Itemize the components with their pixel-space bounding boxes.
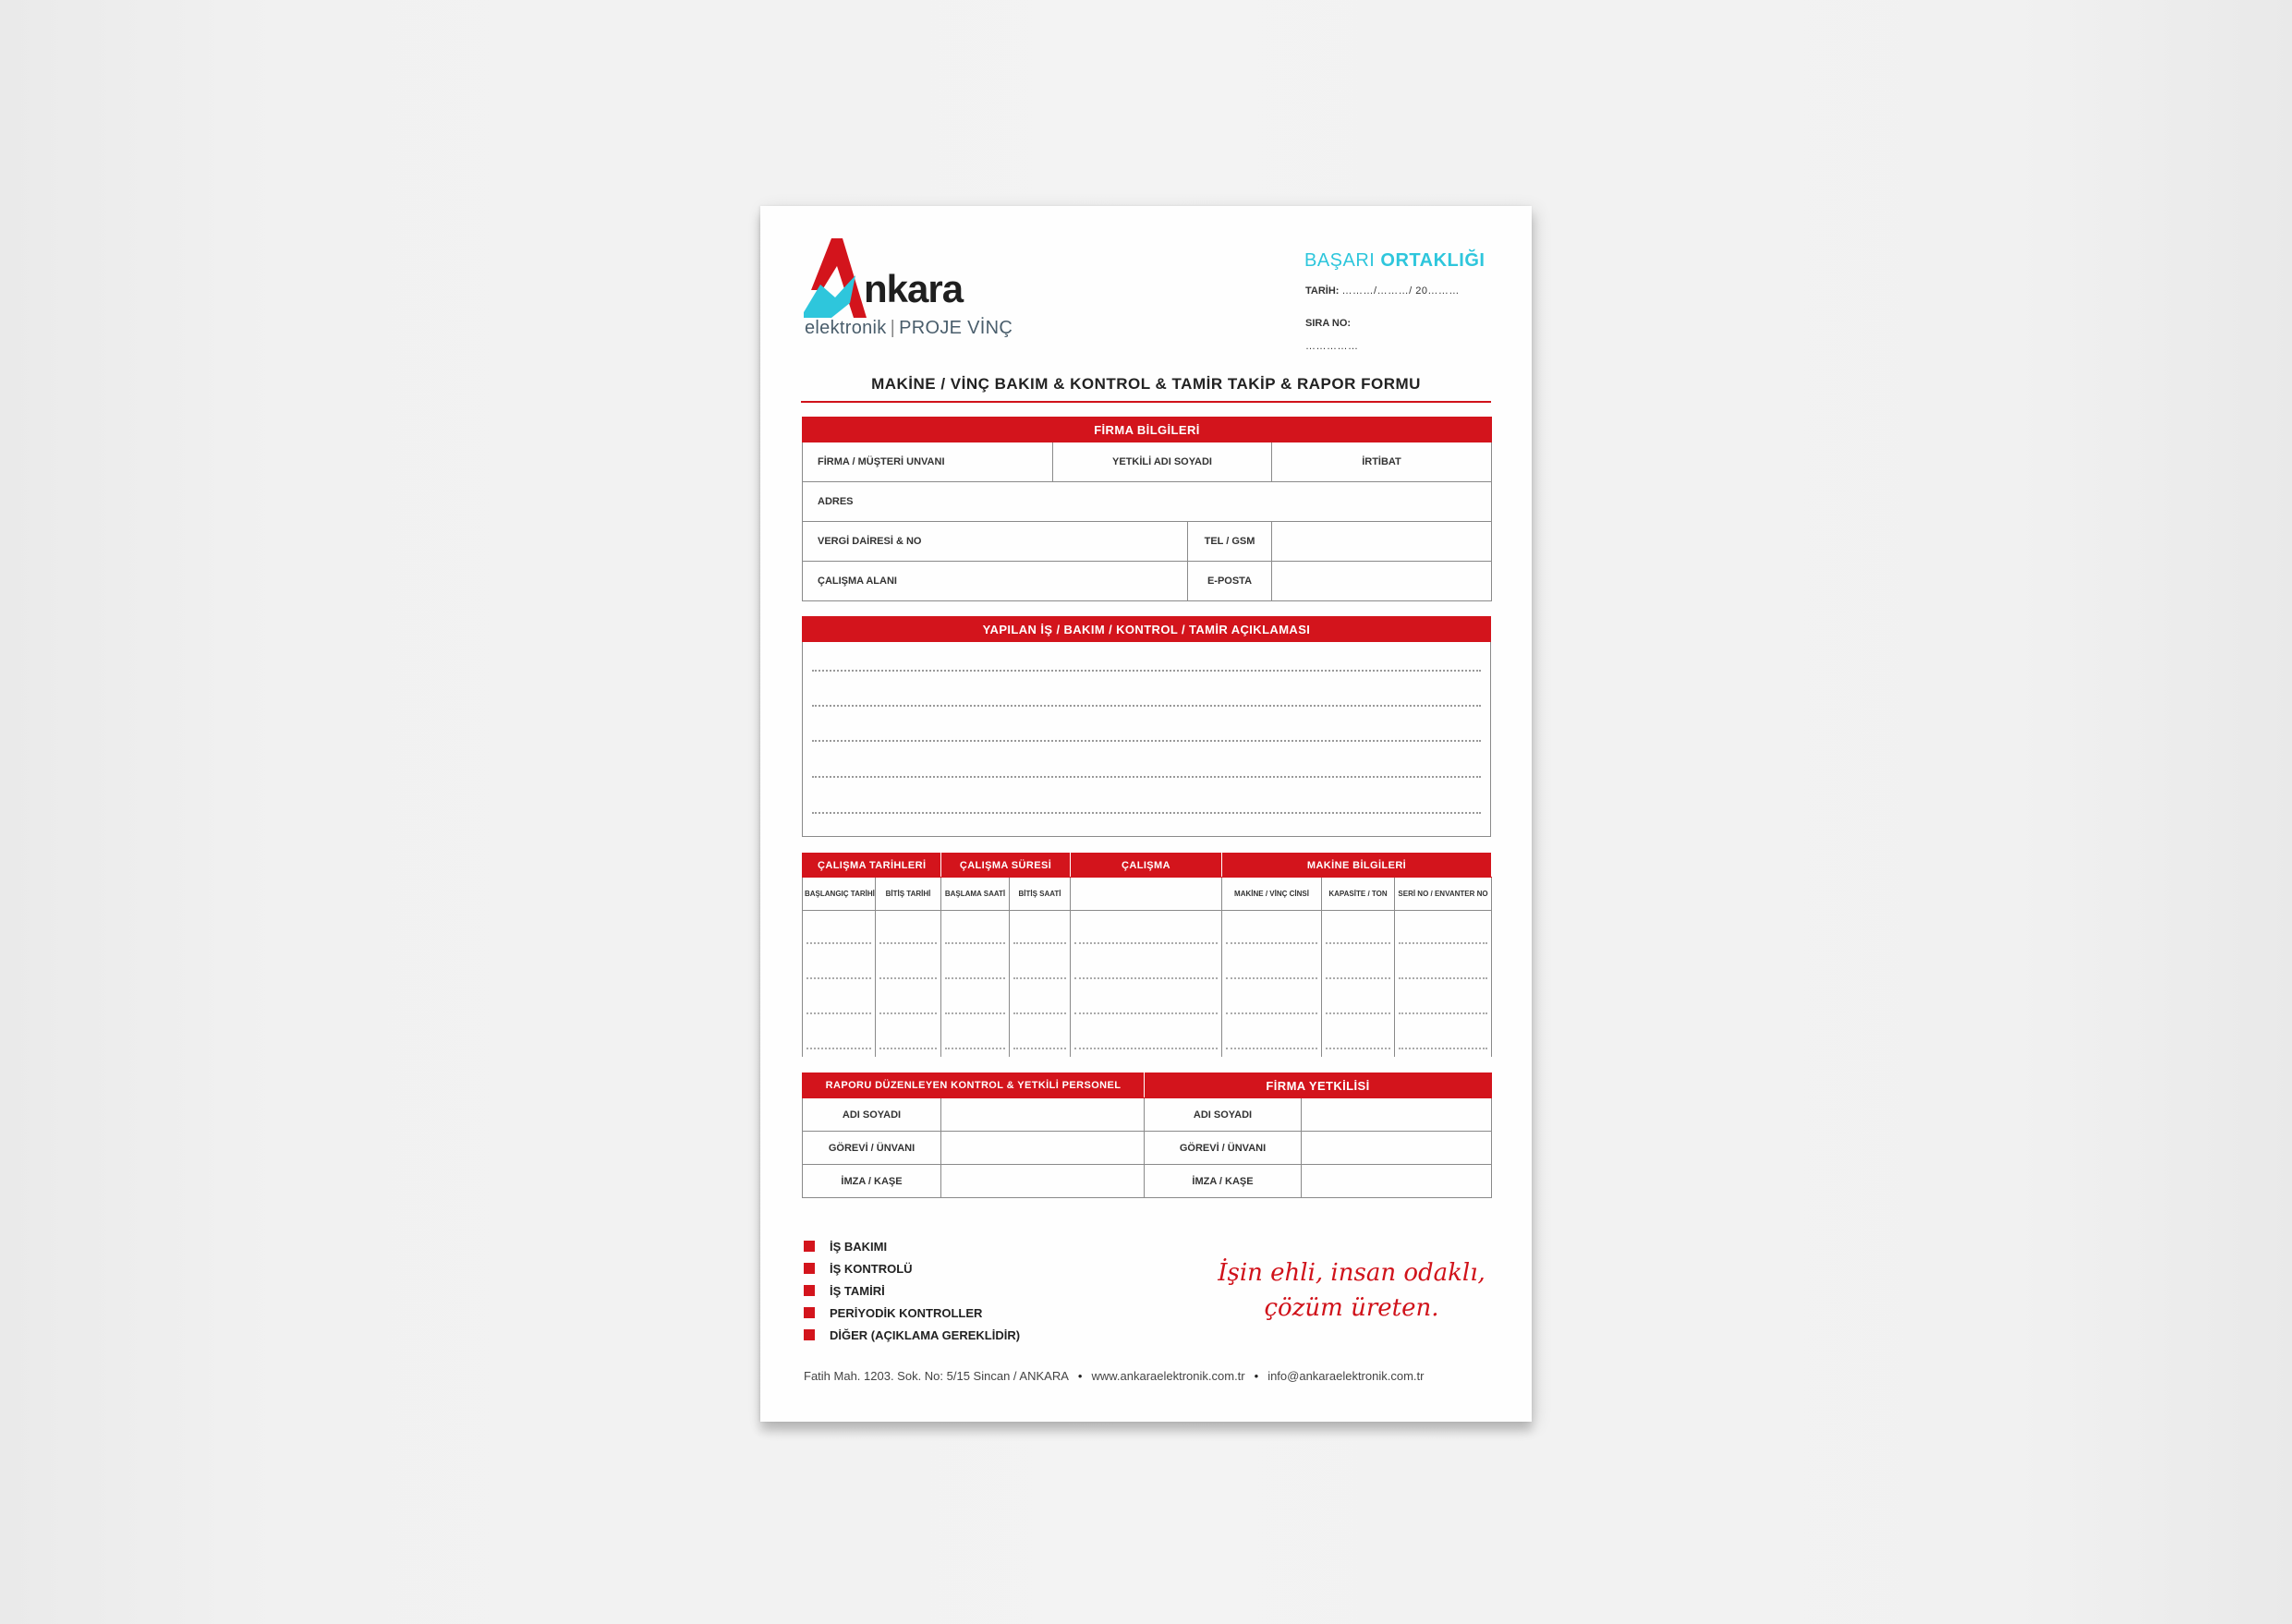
brand-wordmark: nkara	[864, 267, 964, 310]
check-label: DİĞER (AÇIKLAMA GEREKLİDİR)	[830, 1327, 1021, 1342]
brand-tagline	[1304, 250, 1485, 272]
sira-value[interactable]: ……………	[1305, 341, 1359, 352]
ankara-logo-icon	[804, 238, 867, 318]
col-baslama-saati: BAŞLAMA SAATİ	[941, 878, 1010, 911]
tarih-field[interactable]	[1305, 285, 1460, 297]
work-cell-baslangic[interactable]	[803, 911, 876, 1057]
personel-gorevi-label: GÖREVİ / ÜNVANI	[803, 1132, 941, 1165]
tarih-value: ………/………/ 20………	[1341, 285, 1460, 297]
eposta-label: E-POSTA	[1188, 562, 1272, 601]
footer	[804, 1369, 1424, 1383]
slogan	[1213, 1255, 1490, 1326]
work-cell-bitis-saati[interactable]	[1010, 911, 1071, 1057]
footer-email-link[interactable]: info@ankaraelektronik.com.tr	[1267, 1369, 1425, 1383]
yetkili-cell[interactable]: YETKİLİ ADI SOYADI	[1053, 442, 1272, 482]
form-sheet	[760, 206, 1532, 1422]
footer-bullet: •	[1077, 1369, 1083, 1383]
adres-cell[interactable]: ADRES	[803, 482, 1492, 522]
title-divider	[801, 401, 1491, 403]
group-makine-bilgileri: MAKİNE BİLGİLERİ	[1222, 854, 1492, 878]
col-kapasite: KAPASİTE / TON	[1322, 878, 1395, 911]
brand-sub-left: elektronik	[805, 318, 887, 338]
col-baslangic-tarihi: BAŞLANGIÇ TARİHİ	[803, 878, 876, 911]
check-periyodik[interactable]	[804, 1302, 1020, 1324]
vergi-cell[interactable]: VERGİ DAİRESİ & NO	[803, 522, 1188, 562]
col-seri-no: SERİ NO / ENVANTER NO	[1395, 878, 1492, 911]
slogan-line-1: İşin ehli, insan odaklı,	[1218, 1259, 1486, 1287]
firma-table	[802, 417, 1492, 601]
col-makine-cinsi: MAKİNE / VİNÇ CİNSİ	[1222, 878, 1322, 911]
tel-input[interactable]	[1272, 522, 1492, 562]
check-is-tamiri[interactable]	[804, 1279, 1020, 1302]
aciklama-header: YAPILAN İŞ / BAKIM / KONTROL / TAMİR AÇIKLAMASI	[803, 617, 1491, 642]
brand-sub-separator: |	[890, 318, 896, 338]
aciklama-line	[812, 812, 1481, 814]
work-cell-bitis[interactable]	[876, 911, 941, 1057]
yetkili-gorevi-input[interactable]	[1302, 1132, 1492, 1165]
slogan-line-2: çözüm üreten.	[1264, 1294, 1439, 1322]
checkbox-icon[interactable]	[804, 1285, 815, 1296]
tagline-bold: ORTAKLIĞI	[1380, 250, 1486, 271]
col-bitis-saati: BİTİŞ SAATİ	[1010, 878, 1071, 911]
checklist	[804, 1235, 1020, 1346]
work-cell-baslama-saati[interactable]	[941, 911, 1010, 1057]
check-is-bakimi[interactable]	[804, 1235, 1020, 1257]
firma-header: FİRMA BİLGİLERİ	[803, 418, 1492, 442]
check-label: İŞ KONTROLÜ	[830, 1261, 913, 1276]
personel-imza-label: İMZA / KAŞE	[803, 1165, 941, 1198]
check-diger[interactable]	[804, 1324, 1020, 1346]
personel-imza-input[interactable]	[941, 1165, 1145, 1198]
check-is-kontrolu[interactable]	[804, 1257, 1020, 1279]
work-cell-calisma[interactable]	[1071, 911, 1222, 1057]
footer-address: Fatih Mah. 1203. Sok. No: 5/15 Sincan / ANKARA	[804, 1369, 1069, 1383]
tagline-light: BAŞARI	[1304, 250, 1376, 271]
yetkili-gorevi-label: GÖREVİ / ÜNVANI	[1145, 1132, 1302, 1165]
col-bitis-tarihi: BİTİŞ TARİHİ	[876, 878, 941, 911]
col-calisma	[1071, 878, 1222, 911]
aciklama-area[interactable]	[803, 642, 1491, 837]
aciklama-line	[812, 740, 1481, 742]
yetkili-adi-input[interactable]	[1302, 1098, 1492, 1132]
footer-bullet: •	[1254, 1369, 1259, 1383]
personel-header: RAPORU DÜZENLEYEN KONTROL & YETKİLİ PERSONEL	[803, 1073, 1145, 1098]
check-label: İŞ BAKIMI	[830, 1239, 888, 1254]
aciklama-line	[812, 705, 1481, 707]
signature-table	[802, 1073, 1492, 1198]
checkbox-icon[interactable]	[804, 1307, 815, 1318]
work-table	[802, 853, 1492, 1057]
aciklama-table	[802, 616, 1491, 837]
personel-gorevi-input[interactable]	[941, 1132, 1145, 1165]
aciklama-line	[812, 776, 1481, 778]
personel-adi-input[interactable]	[941, 1098, 1145, 1132]
personel-adi-label: ADI SOYADI	[803, 1098, 941, 1132]
checkbox-icon[interactable]	[804, 1329, 815, 1340]
unvan-cell[interactable]: FİRMA / MÜŞTERİ UNVANI	[803, 442, 1053, 482]
check-label: PERİYODİK KONTROLLER	[830, 1305, 983, 1320]
group-calisma-tarihleri: ÇALIŞMA TARİHLERİ	[803, 854, 941, 878]
yetkili-imza-label: İMZA / KAŞE	[1145, 1165, 1302, 1198]
footer-web-link[interactable]: www.ankaraelektronik.com.tr	[1091, 1369, 1245, 1383]
alan-cell[interactable]: ÇALIŞMA ALANI	[803, 562, 1188, 601]
group-calisma-suresi: ÇALIŞMA SÜRESİ	[941, 854, 1071, 878]
tarih-label: TARİH:	[1305, 285, 1340, 297]
yetkili-imza-input[interactable]	[1302, 1165, 1492, 1198]
brand-subtitle	[805, 318, 1013, 339]
yetkili-adi-label: ADI SOYADI	[1145, 1098, 1302, 1132]
group-calisma: ÇALIŞMA	[1071, 854, 1222, 878]
check-label: İŞ TAMİRİ	[830, 1283, 885, 1298]
firma-yetkilisi-header: FİRMA YETKİLİSİ	[1145, 1073, 1492, 1098]
work-cell-kapasite[interactable]	[1322, 911, 1395, 1057]
tel-label: TEL / GSM	[1188, 522, 1272, 562]
work-cell-seri-no[interactable]	[1395, 911, 1492, 1057]
checkbox-icon[interactable]	[804, 1263, 815, 1274]
brand-sub-right: PROJE VİNÇ	[899, 318, 1013, 338]
form-title: MAKİNE / VİNÇ BAKIM & KONTROL & TAMİR TAKİP & RAPOR FORMU	[871, 375, 1421, 393]
eposta-input[interactable]	[1272, 562, 1492, 601]
irtibat-cell[interactable]: İRTİBAT	[1272, 442, 1492, 482]
checkbox-icon[interactable]	[804, 1241, 815, 1252]
sira-label: SIRA NO:	[1305, 318, 1352, 329]
work-cell-makine-cinsi[interactable]	[1222, 911, 1322, 1057]
aciklama-line	[812, 670, 1481, 672]
